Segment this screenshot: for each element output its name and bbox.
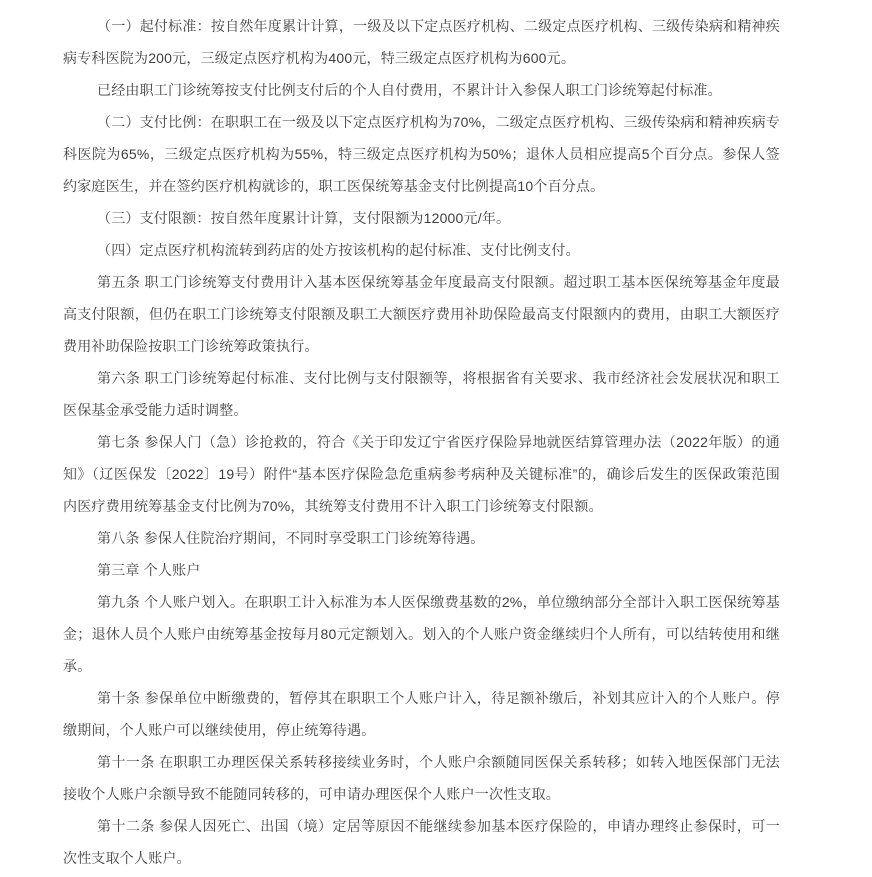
chapter-3-heading: 第三章 个人账户 xyxy=(97,562,201,578)
article-11: 第十一条 在职职工办理医保关系转移接续业务时，个人账户余额随同医保关系转移；如转入地医保部门无法接收个人账户余额导致不能随同转移的，可申请办理医保个人账户一次性支取。 xyxy=(63,754,780,802)
article-8: 第八条 参保人住院治疗期间，不同时享受职工门诊统筹待遇。 xyxy=(97,530,485,546)
article-7: 第七条 参保人门（急）诊抢救的，符合《关于印发辽宁省医疗保险异地就医结算管理办法（2022年版）的通知》（辽医保发〔2022〕19号）附件“基本医疗保险急危重病参考病种及关键标准”的，确诊后发生的医保政策范围内医疗费用统筹基金支付比例为70%，其统筹支付费用不计入职工门诊统筹支付限额。 xyxy=(63,434,780,514)
article-10: 第十条 参保单位中断缴费的，暂停其在职职工个人账户计入，待足额补缴后，补划其应计入的个人账户。停缴期间，个人账户可以继续使用，停止统筹待遇。 xyxy=(63,690,780,738)
para-self-paid-fee-note: 已经由职工门诊统筹按支付比例支付后的个人自付费用，不累计计入参保人职工门诊统筹起付标准。 xyxy=(97,82,722,98)
article-9: 第九条 个人账户划入。在职职工计入标准为本人医保缴费基数的2%，单位缴纳部分全部计入职工医保统筹基金；退休人员个人账户由统筹基金按每月80元定额划入。划入的个人账户资金继续归个人所有，可以结转使用和继承。 xyxy=(63,594,780,674)
article-12: 第十二条 参保人因死亡、出国（境）定居等原因不能继续参加基本医疗保险的，申请办理终止参保时，可一次性支取个人账户。 xyxy=(63,818,780,866)
item-4-pharmacy-prescription: （四）定点医疗机构流转到药店的处方按该机构的起付标准、支付比例支付。 xyxy=(97,242,580,258)
item-3-payment-limit: （三）支付限额：按自然年度累计计算，支付限额为12000元/年。 xyxy=(97,210,511,226)
item-1-deductible-standard: （一）起付标准：按自然年度累计计算，一级及以下定点医疗机构、二级定点医疗机构、三级传染病和精神疾病专科医院为200元，三级定点医疗机构为400元，特三级定点医疗机构为600元。 xyxy=(63,18,780,66)
article-5: 第五条 职工门诊统筹支付费用计入基本医保统筹基金年度最高支付限额。超过职工基本医保统筹基金年度最高支付限额，但仍在职工门诊统筹支付限额及职工大额医疗费用补助保险最高支付限额内的费用，由职工大额医疗费用补助保险按职工门诊统筹政策执行。 xyxy=(63,274,780,354)
article-6: 第六条 职工门诊统筹起付标准、支付比例与支付限额等，将根据省有关要求、我市经济社会发展状况和职工医保基金承受能力适时调整。 xyxy=(63,370,780,418)
item-2-payment-ratio: （二）支付比例：在职职工在一级及以下定点医疗机构为70%，二级定点医疗机构、三级传染病和精神疾病专科医院为65%，三级定点医疗机构为55%，特三级定点医疗机构为50%；退休人员相应提高5个百分点。参保人签约家庭医生，并在签约医疗机构就诊的，职工医保统筹基金支付比例提高10个百分点。 xyxy=(63,114,780,194)
